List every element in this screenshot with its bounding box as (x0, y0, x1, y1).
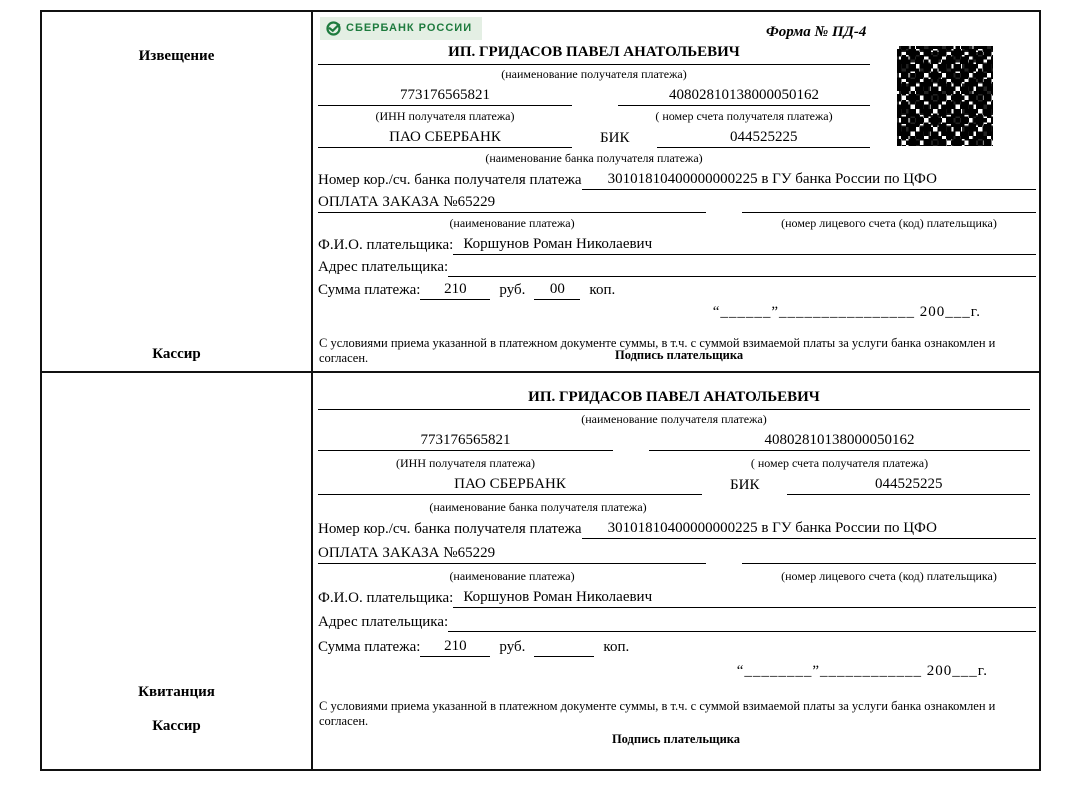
corr-account-label: Номер кор./сч. банка получателя платежа (318, 521, 582, 537)
payment-caption: (наименование платежа) (449, 216, 575, 230)
inn-account-row (318, 86, 870, 106)
account-value: 40802810138000050162 (649, 431, 1030, 451)
account-caption: ( номер счета получателя платежа) (750, 456, 929, 470)
kop-label: коп. (603, 639, 630, 655)
bank-row (318, 475, 1030, 495)
sum-rub-value: 210 (420, 637, 490, 657)
cashier-label-notice: Кассир (152, 346, 201, 362)
rub-label: руб. (499, 282, 526, 298)
bank-name-value: ПАО СБЕРБАНК (318, 475, 702, 495)
recipient-name: ИП. ГРИДАСОВ ПАВЕЛ АНАТОЛЬЕВИЧ (318, 388, 1030, 410)
bank-caption: (наименование банка получателя платежа) (485, 151, 703, 165)
signature-label: Подпись плательщика (611, 732, 741, 746)
sberbank-logo-icon (326, 21, 341, 36)
kop-label: коп. (589, 282, 616, 298)
bank-name-value: ПАО СБЕРБАНК (318, 128, 572, 148)
inn-value: 773176565821 (318, 431, 613, 451)
bank-caption: (наименование банка получателя платежа) (429, 500, 647, 514)
inn-account-captions (318, 109, 870, 123)
payer-address-blank (448, 276, 1036, 277)
corr-account-value: 30101810400000000225 в ГУ банка России по ЦФО (582, 170, 1036, 190)
notice-section (313, 12, 1039, 373)
sum-rub-value: 210 (420, 280, 490, 300)
receipt-label-cell (42, 373, 313, 769)
sum-label: Сумма платежа: (318, 639, 421, 655)
payer-address-label: Адрес плательщика: (318, 259, 449, 275)
corr-account-row (318, 170, 1036, 190)
form-number-label: Форма № ПД-4 (766, 24, 867, 40)
payer-name-value: Коршунов Роман Николаевич (453, 235, 1036, 255)
payment-captions-row (318, 569, 1036, 583)
agreement-text: С условиями приема указанной в платежном документе суммы, в т.ч. с суммой взимаемой платы за услуги банка ознакомлен и согласен. (319, 336, 996, 365)
bik-label: БИК (730, 477, 760, 493)
account-value: 40802810138000050162 (618, 86, 870, 106)
signature-label: Подпись плательщика (615, 348, 744, 362)
recipient-caption: (наименование получателя платежа) (501, 67, 687, 81)
payment-caption: (наименование платежа) (449, 569, 575, 583)
bik-value: 044525225 (657, 128, 870, 148)
corr-account-label: Номер кор./сч. банка получателя платежа (318, 172, 582, 188)
sberbank-logo (320, 17, 482, 40)
cashier-label-receipt: Кассир (152, 718, 201, 734)
payer-account-caption: (номер лицевого счета (код) плательщика) (781, 569, 997, 583)
payment-captions-row (318, 216, 1036, 230)
recipient-name: ИП. ГРИДАСОВ ПАВЕЛ АНАТОЛЬЕВИЧ (318, 43, 870, 65)
sum-kop-value (534, 656, 594, 657)
sum-kop-value: 00 (534, 280, 580, 300)
bik-value: 044525225 (787, 475, 1030, 495)
qr-code (897, 46, 993, 146)
payer-address-row (318, 258, 1036, 277)
agreement-text: С условиями приема указанной в платежном документе суммы, в т.ч. с суммой взимаемой платы за услуги банка ознакомлен и согласен. (319, 699, 996, 728)
notice-header (318, 17, 1036, 43)
payment-purpose-value: ОПЛАТА ЗАКАЗА №65229 (318, 193, 706, 213)
receipt-section (313, 373, 1039, 769)
payer-name-value: Коршунов Роман Николаевич (453, 588, 1036, 608)
payer-code-blank (742, 563, 1036, 564)
inn-value: 773176565821 (318, 86, 572, 106)
inn-caption: (ИНН получателя платежа) (396, 456, 535, 470)
payment-form-pd4 (40, 10, 1041, 771)
inn-caption: (ИНН получателя платежа) (375, 109, 515, 123)
account-caption: ( номер счета получателя платежа) (655, 109, 833, 123)
date-line: “______”________________ 200___г. (712, 304, 981, 320)
payer-name-row (318, 588, 1036, 608)
payer-code-blank (742, 212, 1036, 213)
corr-account-value: 30101810400000000225 в ГУ банка России по ЦФО (582, 519, 1036, 539)
payer-address-label: Адрес плательщика: (318, 614, 449, 630)
payer-address-blank (448, 631, 1036, 632)
sum-row (318, 637, 1036, 657)
bank-row (318, 128, 870, 148)
date-line: “________”____________ 200___г. (736, 663, 988, 679)
payer-name-row (318, 235, 1036, 255)
corr-account-row (318, 519, 1036, 539)
inn-account-captions (318, 456, 1030, 470)
sum-row (318, 280, 1036, 300)
notice-label: Извещение (138, 48, 215, 64)
rub-label: руб. (499, 639, 526, 655)
payer-name-label: Ф.И.О. плательщика: (318, 590, 454, 606)
payment-purpose-value: ОПЛАТА ЗАКАЗА №65229 (318, 544, 706, 564)
notice-label-cell (42, 12, 313, 373)
payment-purpose-row (318, 193, 1036, 213)
payer-address-row (318, 613, 1036, 632)
receipt-label: Квитанция (138, 684, 215, 700)
bik-label: БИК (600, 130, 630, 146)
inn-account-row (318, 431, 1030, 451)
payer-account-caption: (номер лицевого счета (код) плательщика) (781, 216, 997, 230)
payer-name-label: Ф.И.О. плательщика: (318, 237, 454, 253)
recipient-caption: (наименование получателя платежа) (581, 412, 767, 426)
payment-purpose-row (318, 544, 1036, 564)
sum-label: Сумма платежа: (318, 282, 421, 298)
sberbank-logo-text: СБЕРБАНК РОССИИ (346, 22, 473, 34)
